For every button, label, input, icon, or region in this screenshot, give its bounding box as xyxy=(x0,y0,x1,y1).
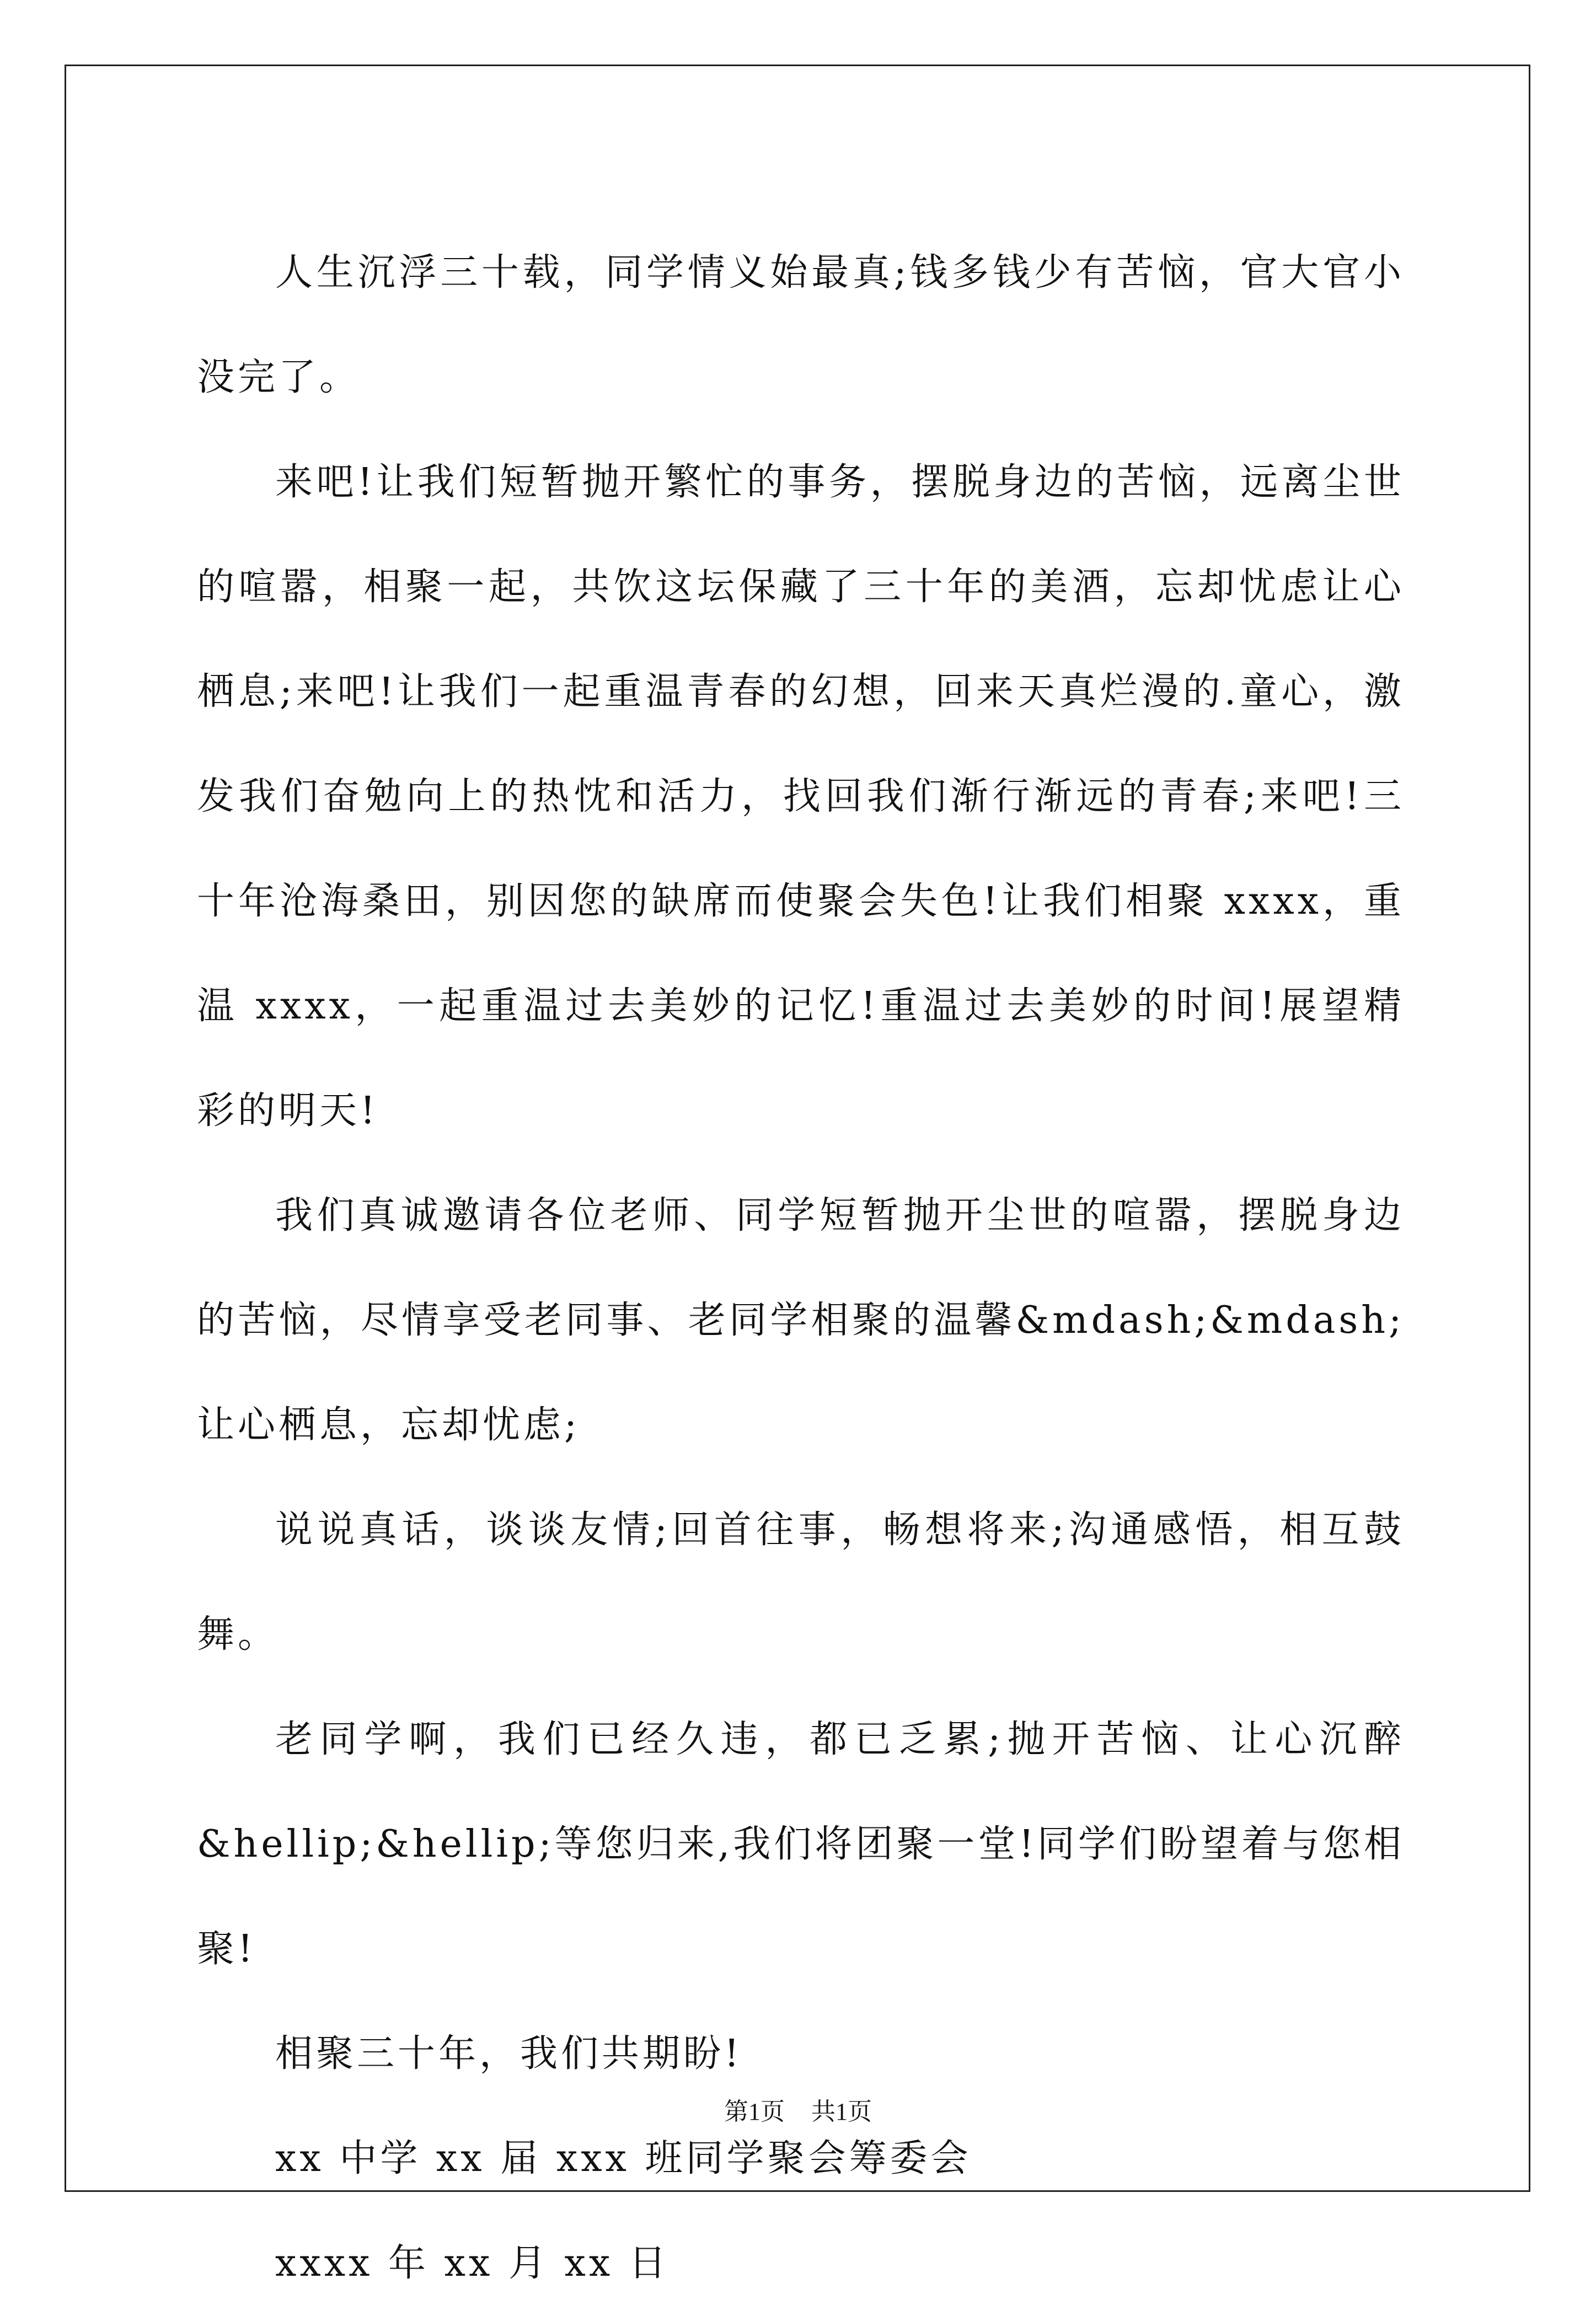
paragraph-1: 人生沉浮三十载，同学情义始最真;钱多钱少有苦恼，官大官小没完了。 xyxy=(197,251,1405,399)
paragraph-3: 我们真诚邀请各位老师、同学短暂抛开尘世的喧嚣，摆脱身边的苦恼，尽情享受老同事、老同学相聚的温馨&mdash;&mdash;让心栖息，忘却忧虑; xyxy=(197,1194,1405,1447)
signature-date: xxxx 年 xx 月 xx 日 xyxy=(275,2242,670,2285)
page-number: 第1页 xyxy=(724,2098,785,2125)
paragraph-2: 来吧!让我们短暂抛开繁忙的事务，摆脱身边的苦恼，远离尘世的喧嚣，相聚一起，共饮这坛保藏了三十年的美酒，忘却忧虑让心栖息;来吧!让我们一起重温青春的幻想，回来天真烂漫的.童心，激发我们奋勉向上的热忱和活力，找回我们渐行渐远的青春;来吧!三十年沧海桑田，别因您的缺席而使聚会失色!让我们相聚 xxxx，重温 xxxx，一起重温过去美妙的记忆!重温过去美妙的时间!展望精彩的明天! xyxy=(197,460,1405,1133)
paragraph-6: 相聚三十年，我们共期盼! xyxy=(275,2032,743,2076)
page-footer xyxy=(0,2095,1596,2129)
page-total: 共1页 xyxy=(811,2098,872,2125)
paragraph-5: 老同学啊，我们已经久违，都已乏累;抛开苦恼、让心沉醉&hellip;&hellip;等您归来,我们将团聚一堂!同学们盼望着与您相聚! xyxy=(197,1718,1405,1971)
paragraph-4: 说说真话，谈谈友情;回首往事，畅想将来;沟通感悟，相互鼓舞。 xyxy=(197,1508,1405,1656)
document-body xyxy=(197,221,1405,2316)
signature-organizer: xx 中学 xx 届 xxx 班同学聚会筹委会 xyxy=(275,2137,972,2180)
